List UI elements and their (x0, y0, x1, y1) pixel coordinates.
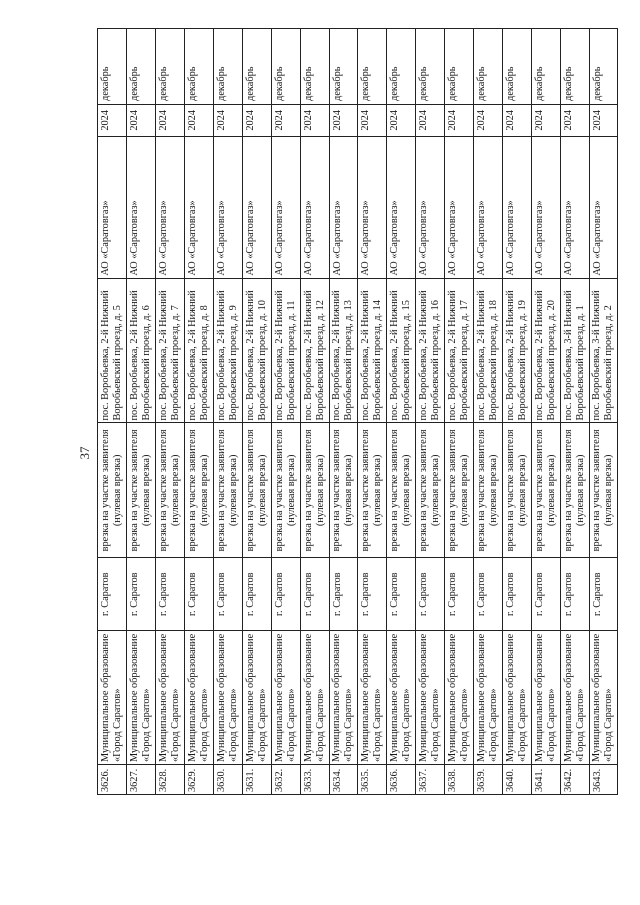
year-cell: 2024 (503, 104, 531, 136)
organization-cell-line: Муниципальное образование (447, 633, 459, 763)
organization-cell (156, 630, 184, 764)
address-cell-line: Воробьевский проезд, д. 10 (256, 300, 268, 421)
executor-cell: АО «Саратовгаз» (272, 136, 300, 278)
table-row (589, 28, 618, 795)
address-cell-line: Воробьевский проезд, д. 15 (401, 300, 413, 421)
connection-type-cell-line: врезка на участке заявителя (418, 429, 430, 552)
address-cell (474, 278, 502, 423)
organization-cell (532, 630, 560, 764)
connection-type-cell-line: врезка на участке заявителя (244, 429, 256, 552)
address-cell-line: Воробьевский проезд, д. 6 (140, 305, 152, 421)
address-cell-line: пос. Воробьевка, 2-й Нижний (389, 290, 401, 421)
year-cell: 2024 (561, 104, 589, 136)
organization-cell-line: «Город Саратов» (314, 688, 326, 763)
year-cell: 2024 (416, 104, 444, 136)
address-cell-line: пос. Воробьевка, 2-й Нижний (331, 290, 343, 421)
organization-cell (474, 630, 502, 764)
connection-type-cell-line: врезка на участке заявителя (360, 429, 372, 552)
organization-cell-line: Муниципальное образование (418, 633, 430, 763)
city-cell: г. Саратов (387, 557, 415, 630)
organization-cell-line: «Город Саратов» (111, 688, 123, 763)
month-cell: декабрь (214, 28, 242, 104)
connection-type-cell-line: (нулевая врезка) (603, 454, 615, 527)
connection-type-cell-line: врезка на участке заявителя (505, 429, 517, 552)
table-row (531, 28, 560, 795)
city-cell: г. Саратов (474, 557, 502, 630)
address-cell-line: пос. Воробьевка, 2-й Нижний (99, 290, 111, 421)
address-cell-line: пос. Воробьевка, 2-й Нижний (215, 290, 227, 421)
organization-cell-line: «Город Саратов» (285, 688, 297, 763)
row-number-cell: 3643. (590, 764, 617, 794)
month-cell: декабрь (98, 28, 126, 104)
organization-cell (98, 630, 126, 764)
row-number-cell: 3628. (156, 764, 184, 794)
connection-type-cell-line: врезка на участке заявителя (273, 429, 285, 552)
address-cell-line: пос. Воробьевка, 2-й Нижний (418, 290, 430, 421)
organization-cell-line: «Город Саратов» (140, 688, 152, 763)
gas-connection-table (97, 28, 618, 795)
table-row (444, 28, 473, 795)
document-table-area (97, 28, 618, 795)
address-cell (98, 278, 126, 423)
table-row (560, 28, 589, 795)
year-cell: 2024 (243, 104, 271, 136)
organization-cell-line: Муниципальное образование (99, 633, 111, 763)
connection-type-cell (532, 422, 560, 557)
address-cell-line: Воробьевский проезд, д. 12 (314, 300, 326, 421)
month-cell: декабрь (474, 28, 502, 104)
address-cell-line: пос. Воробьевка, 2-й Нижний (476, 290, 488, 421)
row-number-cell: 3641. (532, 764, 560, 794)
address-cell-line: пос. Воробьевка, 2-й Нижний (273, 290, 285, 421)
connection-type-cell (503, 422, 531, 557)
executor-cell: АО «Саратовгаз» (330, 136, 358, 278)
row-number-cell: 3639. (474, 764, 502, 794)
row-number-cell: 3637. (416, 764, 444, 794)
address-cell (561, 278, 589, 423)
organization-cell-line: «Город Саратов» (169, 688, 181, 763)
month-cell: декабрь (185, 28, 213, 104)
month-cell: декабрь (330, 28, 358, 104)
executor-cell: АО «Саратовгаз» (590, 136, 617, 278)
connection-type-cell-line: врезка на участке заявителя (534, 429, 546, 552)
year-cell: 2024 (214, 104, 242, 136)
connection-type-cell (474, 422, 502, 557)
organization-cell-line: «Город Саратов» (517, 688, 529, 763)
executor-cell: АО «Саратовгаз» (387, 136, 415, 278)
executor-cell: АО «Саратовгаз» (503, 136, 531, 278)
organization-cell-line: «Город Саратов» (459, 688, 471, 763)
city-cell: г. Саратов (127, 557, 155, 630)
organization-cell (185, 630, 213, 764)
table-row (386, 28, 415, 795)
organization-cell (387, 630, 415, 764)
table-row (242, 28, 271, 795)
city-cell: г. Саратов (590, 557, 617, 630)
address-cell (156, 278, 184, 423)
connection-type-cell (98, 422, 126, 557)
organization-cell (214, 630, 242, 764)
month-cell: декабрь (156, 28, 184, 104)
organization-cell-line: Муниципальное образование (128, 633, 140, 763)
connection-type-cell (272, 422, 300, 557)
connection-type-cell-line: врезка на участке заявителя (157, 429, 169, 552)
connection-type-cell-line: (нулевая врезка) (314, 454, 326, 527)
organization-cell (358, 630, 386, 764)
row-number-cell: 3640. (503, 764, 531, 794)
executor-cell: АО «Саратовгаз» (98, 136, 126, 278)
table-row (502, 28, 531, 795)
executor-cell: АО «Саратовгаз» (445, 136, 473, 278)
connection-type-cell-line: (нулевая врезка) (343, 454, 355, 527)
organization-cell-line: «Город Саратов» (227, 688, 239, 763)
executor-cell: АО «Саратовгаз» (358, 136, 386, 278)
table-row (300, 28, 329, 795)
organization-cell-line: «Город Саратов» (198, 688, 210, 763)
connection-type-cell-line: (нулевая врезка) (401, 454, 413, 527)
city-cell: г. Саратов (301, 557, 329, 630)
row-number-cell: 3635. (358, 764, 386, 794)
address-cell-line: Воробьевский проезд, д. 5 (111, 305, 123, 421)
connection-type-cell-line: врезка на участке заявителя (447, 429, 459, 552)
month-cell: декабрь (445, 28, 473, 104)
table-row (473, 28, 502, 795)
organization-cell-line: Муниципальное образование (157, 633, 169, 763)
connection-type-cell (243, 422, 271, 557)
address-cell (127, 278, 155, 423)
organization-cell-line: Муниципальное образование (562, 633, 574, 763)
row-number-cell: 3636. (387, 764, 415, 794)
address-cell-line: пос. Воробьевка, 2-й Нижний (302, 290, 314, 421)
address-cell-line: пос. Воробьевка, 2-й Нижний (447, 290, 459, 421)
organization-cell-line: «Город Саратов» (488, 688, 500, 763)
city-cell: г. Саратов (532, 557, 560, 630)
address-cell-line: Воробьевский проезд, д. 11 (285, 300, 297, 421)
address-cell-line: пос. Воробьевка, 2-й Нижний (244, 290, 256, 421)
address-cell (301, 278, 329, 423)
organization-cell-line: Муниципальное образование (505, 633, 517, 763)
address-cell-line: Воробьевский проезд, д. 8 (198, 305, 210, 421)
address-cell-line: пос. Воробьевка, 2-й Нижний (157, 290, 169, 421)
connection-type-cell-line: (нулевая врезка) (285, 454, 297, 527)
row-number-cell: 3632. (272, 764, 300, 794)
connection-type-cell-line: (нулевая врезка) (546, 454, 558, 527)
row-number-cell: 3626. (98, 764, 126, 794)
year-cell: 2024 (445, 104, 473, 136)
executor-cell: АО «Саратовгаз» (301, 136, 329, 278)
month-cell: декабрь (127, 28, 155, 104)
table-row (97, 28, 126, 795)
organization-cell-line: «Город Саратов» (343, 688, 355, 763)
address-cell-line: Воробьевский проезд, д. 18 (488, 300, 500, 421)
organization-cell-line: «Город Саратов» (256, 688, 268, 763)
organization-cell (416, 630, 444, 764)
row-number-cell: 3630. (214, 764, 242, 794)
organization-cell-line: Муниципальное образование (476, 633, 488, 763)
address-cell-line: Воробьевский проезд, д. 16 (430, 300, 442, 421)
connection-type-cell-line: (нулевая врезка) (372, 454, 384, 527)
row-number-cell: 3638. (445, 764, 473, 794)
table-row (329, 28, 358, 795)
organization-cell-line: Муниципальное образование (534, 633, 546, 763)
city-cell: г. Саратов (330, 557, 358, 630)
connection-type-cell-line: врезка на участке заявителя (389, 429, 401, 552)
address-cell (330, 278, 358, 423)
city-cell: г. Саратов (98, 557, 126, 630)
address-cell-line: Воробьевский проезд, д. 17 (459, 300, 471, 421)
address-cell-line: Воробьевский проезд, д. 9 (227, 305, 239, 421)
executor-cell: АО «Саратовгаз» (127, 136, 155, 278)
connection-type-cell (387, 422, 415, 557)
city-cell: г. Саратов (445, 557, 473, 630)
year-cell: 2024 (387, 104, 415, 136)
address-cell (185, 278, 213, 423)
connection-type-cell-line: врезка на участке заявителя (591, 429, 603, 552)
page-number-text: 37 (77, 446, 92, 460)
connection-type-cell (590, 422, 617, 557)
city-cell: г. Саратов (416, 557, 444, 630)
table-row (184, 28, 213, 795)
address-cell-line: Воробьевский проезд, д. 14 (372, 300, 384, 421)
executor-cell: АО «Саратовгаз» (156, 136, 184, 278)
connection-type-cell-line: (нулевая врезка) (111, 454, 123, 527)
city-cell: г. Саратов (503, 557, 531, 630)
connection-type-cell-line: врезка на участке заявителя (186, 429, 198, 552)
organization-cell (445, 630, 473, 764)
connection-type-cell-line: врезка на участке заявителя (562, 429, 574, 552)
year-cell: 2024 (98, 104, 126, 136)
connection-type-cell-line: врезка на участке заявителя (215, 429, 227, 552)
month-cell: декабрь (561, 28, 589, 104)
address-cell-line: Воробьевский проезд, д. 7 (169, 305, 181, 421)
organization-cell-line: Муниципальное образование (360, 633, 372, 763)
address-cell-line: пос. Воробьевка, 3-й Нижний (591, 290, 603, 421)
city-cell: г. Саратов (358, 557, 386, 630)
table-row (155, 28, 184, 795)
organization-cell-line: Муниципальное образование (186, 633, 198, 763)
connection-type-cell-line: врезка на участке заявителя (99, 429, 111, 552)
connection-type-cell (156, 422, 184, 557)
month-cell: декабрь (503, 28, 531, 104)
address-cell-line: Воробьевский проезд, д. 20 (546, 300, 558, 421)
organization-cell-line: Муниципальное образование (273, 633, 285, 763)
organization-cell (243, 630, 271, 764)
connection-type-cell-line: врезка на участке заявителя (128, 429, 140, 552)
executor-cell: АО «Саратовгаз» (243, 136, 271, 278)
address-cell (243, 278, 271, 423)
row-number-cell: 3631. (243, 764, 271, 794)
organization-cell-line: «Город Саратов» (603, 688, 615, 763)
address-cell (532, 278, 560, 423)
connection-type-cell-line: врезка на участке заявителя (302, 429, 314, 552)
organization-cell (330, 630, 358, 764)
connection-type-cell-line: (нулевая врезка) (574, 454, 586, 527)
connection-type-cell-line: (нулевая врезка) (169, 454, 181, 527)
city-cell: г. Саратов (561, 557, 589, 630)
address-cell (416, 278, 444, 423)
table-row (271, 28, 300, 795)
organization-cell-line: «Город Саратов» (430, 688, 442, 763)
connection-type-cell-line: (нулевая врезка) (198, 454, 210, 527)
address-cell-line: Воробьевский проезд, д. 13 (343, 300, 355, 421)
executor-cell: АО «Саратовгаз» (214, 136, 242, 278)
city-cell: г. Саратов (214, 557, 242, 630)
row-number-cell: 3634. (330, 764, 358, 794)
address-cell-line: пос. Воробьевка, 2-й Нижний (128, 290, 140, 421)
organization-cell-line: «Город Саратов» (401, 688, 413, 763)
address-cell (358, 278, 386, 423)
table-row (126, 28, 155, 795)
address-cell-line: пос. Воробьевка, 2-й Нижний (186, 290, 198, 421)
organization-cell-line: Муниципальное образование (389, 633, 401, 763)
executor-cell: АО «Саратовгаз» (532, 136, 560, 278)
table-row (415, 28, 444, 795)
connection-type-cell (127, 422, 155, 557)
address-cell-line: Воробьевский проезд, д. 2 (603, 305, 615, 421)
address-cell-line: Воробьевский проезд, д. 19 (517, 300, 529, 421)
connection-type-cell-line: врезка на участке заявителя (476, 429, 488, 552)
connection-type-cell (416, 422, 444, 557)
address-cell (387, 278, 415, 423)
month-cell: декабрь (590, 28, 617, 104)
year-cell: 2024 (156, 104, 184, 136)
address-cell (503, 278, 531, 423)
address-cell (590, 278, 617, 423)
address-cell-line: пос. Воробьевка, 2-й Нижний (505, 290, 517, 421)
executor-cell: АО «Саратовгаз» (416, 136, 444, 278)
organization-cell (127, 630, 155, 764)
month-cell: декабрь (272, 28, 300, 104)
connection-type-cell-line: (нулевая врезка) (488, 454, 500, 527)
connection-type-cell-line: (нулевая врезка) (459, 454, 471, 527)
year-cell: 2024 (590, 104, 617, 136)
organization-cell (561, 630, 589, 764)
connection-type-cell-line: врезка на участке заявителя (331, 429, 343, 552)
organization-cell-line: Муниципальное образование (215, 633, 227, 763)
table-row (213, 28, 242, 795)
row-number-cell: 3633. (301, 764, 329, 794)
organization-cell-line: «Город Саратов» (546, 688, 558, 763)
row-number-cell: 3627. (127, 764, 155, 794)
address-cell-line: пос. Воробьевка, 2-й Нижний (534, 290, 546, 421)
executor-cell: АО «Саратовгаз» (561, 136, 589, 278)
connection-type-cell (301, 422, 329, 557)
year-cell: 2024 (272, 104, 300, 136)
organization-cell (272, 630, 300, 764)
connection-type-cell-line: (нулевая врезка) (430, 454, 442, 527)
year-cell: 2024 (301, 104, 329, 136)
connection-type-cell-line: (нулевая врезка) (256, 454, 268, 527)
month-cell: декабрь (243, 28, 271, 104)
connection-type-cell (214, 422, 242, 557)
connection-type-cell-line: (нулевая врезка) (517, 454, 529, 527)
row-number-cell: 3629. (185, 764, 213, 794)
month-cell: декабрь (358, 28, 386, 104)
executor-cell: АО «Саратовгаз» (474, 136, 502, 278)
city-cell: г. Саратов (243, 557, 271, 630)
connection-type-cell-line: (нулевая врезка) (227, 454, 239, 527)
year-cell: 2024 (185, 104, 213, 136)
address-cell-line: пос. Воробьевка, 2-й Нижний (360, 290, 372, 421)
organization-cell-line: «Город Саратов» (574, 688, 586, 763)
year-cell: 2024 (330, 104, 358, 136)
table-row (357, 28, 386, 795)
month-cell: декабрь (416, 28, 444, 104)
connection-type-cell (445, 422, 473, 557)
organization-cell-line: Муниципальное образование (244, 633, 256, 763)
address-cell (214, 278, 242, 423)
connection-type-cell (330, 422, 358, 557)
organization-cell (503, 630, 531, 764)
organization-cell-line: Муниципальное образование (591, 633, 603, 763)
year-cell: 2024 (358, 104, 386, 136)
month-cell: декабрь (532, 28, 560, 104)
address-cell (272, 278, 300, 423)
address-cell (445, 278, 473, 423)
year-cell: 2024 (532, 104, 560, 136)
city-cell: г. Саратов (156, 557, 184, 630)
address-cell-line: пос. Воробьевка, 3-й Нижний (562, 290, 574, 421)
month-cell: декабрь (301, 28, 329, 104)
organization-cell-line: Муниципальное образование (331, 633, 343, 763)
connection-type-cell (358, 422, 386, 557)
connection-type-cell (561, 422, 589, 557)
organization-cell (590, 630, 617, 764)
year-cell: 2024 (474, 104, 502, 136)
month-cell: декабрь (387, 28, 415, 104)
city-cell: г. Саратов (185, 557, 213, 630)
organization-cell-line: «Город Саратов» (372, 688, 384, 763)
organization-cell (301, 630, 329, 764)
address-cell-line: Воробьевский проезд, д. 1 (574, 305, 586, 421)
executor-cell: АО «Саратовгаз» (185, 136, 213, 278)
year-cell: 2024 (127, 104, 155, 136)
city-cell: г. Саратов (272, 557, 300, 630)
connection-type-cell-line: (нулевая врезка) (140, 454, 152, 527)
connection-type-cell (185, 422, 213, 557)
row-number-cell: 3642. (561, 764, 589, 794)
organization-cell-line: Муниципальное образование (302, 633, 314, 763)
